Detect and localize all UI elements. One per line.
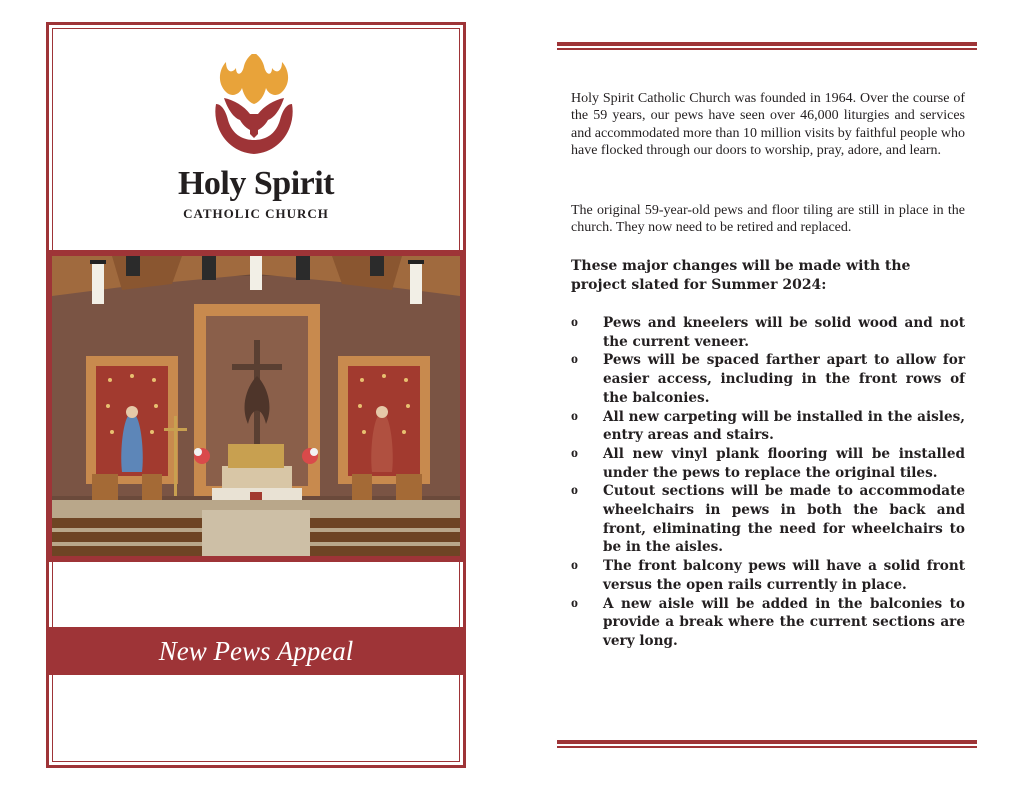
- history-paragraph: Holy Spirit Catholic Church was founded in 1964. Over the course of the 59 years, our pews have seen over 46,000 liturgies and services and accommodated more than 10 million visits by faithful people who have flocked through our doors to worship, pray, adore, and learn.: [571, 91, 965, 159]
- bullet-marker: o: [571, 408, 578, 424]
- bullet-marker: o: [571, 558, 578, 574]
- list-item: [571, 351, 965, 407]
- list-item-text: Pews and kneelers will be solid wood and not the current veneer.: [603, 315, 965, 350]
- bullet-marker: o: [571, 595, 578, 611]
- list-item: [571, 314, 965, 351]
- bullet-marker: o: [571, 315, 578, 330]
- bullet-marker: o: [571, 445, 578, 461]
- list-item: [571, 445, 965, 482]
- list-item: [571, 408, 965, 445]
- list-item: [571, 557, 965, 594]
- list-item-text: Pews will be spaced farther apart to allow for easier access, including in the front rows of the balconies.: [603, 352, 965, 406]
- bullet-marker: o: [571, 352, 578, 368]
- church-sanctuary-photo-icon: [52, 256, 460, 556]
- church-name: Holy Spirit: [177, 165, 335, 202]
- list-item: [571, 482, 965, 557]
- top-divider: [557, 42, 977, 51]
- list-item-text: All new carpeting will be installed in the aisles, entry areas and stairs.: [603, 408, 965, 444]
- holy-spirit-logo-icon: [206, 54, 302, 160]
- list-item-text: All new vinyl plank flooring will be installed under the pews to replace the original tiles.: [603, 445, 965, 481]
- church-subtitle: CATHOLIC CHURCH: [183, 206, 329, 221]
- changes-list: [571, 314, 965, 651]
- bullet-marker: o: [571, 483, 578, 499]
- cover-title: New Pews Appeal: [158, 636, 354, 666]
- list-item-text: Cutout sections will be made to accommodate wheelchairs in pews in both the back and front, eliminating the need for wheelchairs to be in the aisles.: [603, 483, 965, 556]
- bottom-divider: [557, 740, 977, 749]
- changes-heading: These major changes will be made with the project slated for Summer 2024:: [571, 258, 911, 293]
- list-item-text: A new aisle will be added in the balconies to provide a break where the current sections are very long.: [603, 595, 965, 649]
- list-item: [571, 595, 965, 651]
- status-paragraph: The original 59-year-old pews and floor tiling are still in place in the church. They now need to be retired and replaced.: [571, 203, 965, 236]
- list-item-text: The front balcony pews will have a solid front versus the open rails currently in place.: [603, 558, 965, 593]
